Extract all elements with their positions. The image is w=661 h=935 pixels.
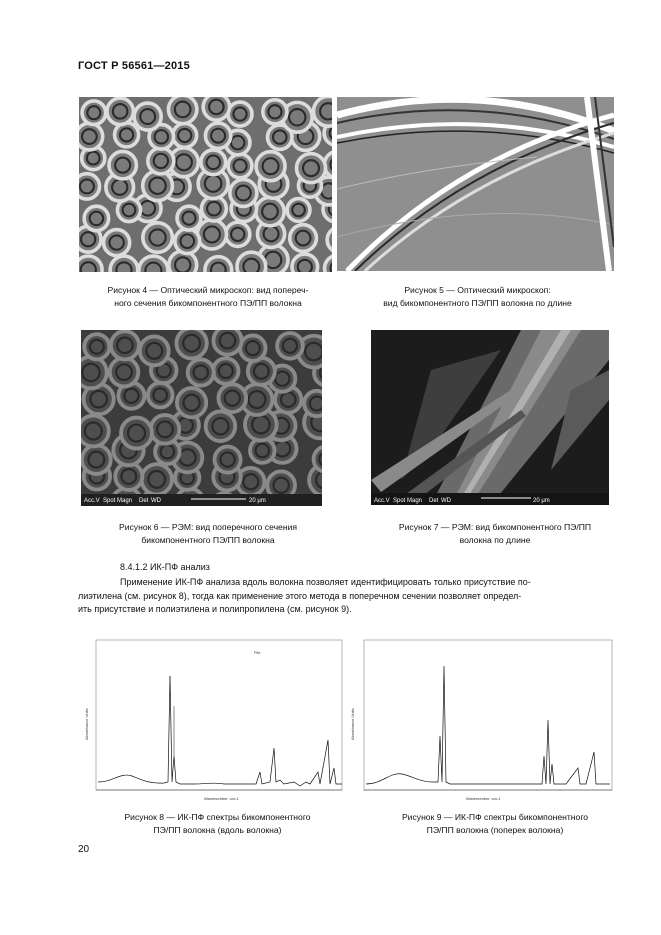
- fiber-cross-section: [213, 358, 238, 383]
- fiber-cross-section: [206, 411, 236, 441]
- figure-9-caption: [380, 811, 610, 837]
- fiber-cross-section: [290, 225, 317, 252]
- figure-8-caption-line2: ПЭ/ПП волокна (вдоль волокна): [153, 825, 282, 835]
- spectrum-line: [366, 666, 610, 784]
- fiber-cross-section: [228, 154, 252, 178]
- fiber-cross-section: [297, 154, 326, 183]
- fiber-cross-section: [139, 256, 168, 272]
- figure-4-caption-line1: Рисунок 4 — Оптический микроскоп: вид попереч-: [107, 285, 309, 295]
- spectrum-line: [98, 676, 342, 786]
- section-paragraph: [78, 576, 588, 617]
- sem-det-label: Det: [429, 498, 439, 504]
- fiber-cross-section: [292, 254, 318, 272]
- figure-6-caption-line1: Рисунок 6 — РЭМ: вид поперечного сечения: [118, 522, 298, 532]
- fiber-cross-section: [188, 359, 214, 385]
- fiber-cross-section: [121, 418, 152, 449]
- figure-9-caption-line1: Рисунок 9 — ИК-ПФ спектры бикомпонентного: [401, 812, 589, 822]
- figure-5-image: [337, 97, 614, 271]
- figure-9-caption-line2: ПЭ/ПП волокна (поперек волокна): [426, 825, 564, 835]
- sem-acc-label: Acc.V: [84, 498, 100, 504]
- figure-4-caption-line2: ного сечения бикомпонентного ПЭ/ПП волокна: [114, 298, 302, 308]
- fiber-cross-section-micrograph: [79, 97, 332, 272]
- spectrum-xlabel: Wavenumber, cm-1: [204, 796, 239, 801]
- fiber-cross-section: [111, 331, 139, 359]
- fiber-cross-section: [287, 199, 310, 222]
- fiber-cross-section: [327, 227, 332, 253]
- sem-cross-section-micrograph: [81, 330, 322, 506]
- fiber-cross-section: [84, 334, 109, 359]
- spectrum-ylabel: Absorbance Units: [350, 708, 355, 740]
- fiber-cross-section: [205, 123, 230, 148]
- fiber-cross-section: [228, 102, 252, 126]
- sem-acc-label: Acc.V: [374, 498, 390, 504]
- spectrum-title: File: [254, 650, 261, 655]
- figure-6-caption: [78, 521, 338, 547]
- sem-det-label: Det: [139, 498, 149, 504]
- document-header: ГОСТ Р 56561—2015: [78, 60, 190, 72]
- fiber-cross-section: [143, 223, 172, 252]
- fiber-cross-section: [230, 179, 257, 206]
- fiber-cross-section: [110, 358, 139, 387]
- fiber-cross-section: [197, 220, 226, 249]
- figure-6-image: [81, 330, 322, 506]
- page-number: 20: [78, 844, 90, 855]
- fiber-cross-section: [237, 252, 266, 272]
- sem-scale-label: 20 μm: [533, 498, 550, 504]
- fiber-cross-section: [277, 333, 303, 359]
- figure-5-caption: [340, 284, 615, 310]
- fiber-cross-section: [240, 335, 266, 361]
- fiber-cross-section: [134, 103, 161, 130]
- figure-5-caption-line2: вид бикомпонентного ПЭ/ПП волокна по длине: [383, 298, 572, 308]
- figure-8-caption-line1: Рисунок 8 — ИК-ПФ спектры бикомпонентного: [124, 812, 311, 822]
- spectrum-ylabel: Absorbance Units: [84, 708, 89, 740]
- fiber-cross-section: [109, 151, 136, 178]
- fiber-cross-section: [107, 98, 133, 124]
- fiber-cross-section: [177, 206, 201, 230]
- figure-7-image: [371, 330, 609, 505]
- figure-5-caption-line1: Рисунок 5 — Оптический микроскоп:: [404, 285, 551, 295]
- fiber-cross-section: [256, 152, 285, 181]
- section-heading: 8.4.1.2 ИК-ПФ анализ: [120, 562, 210, 572]
- fiber-cross-section: [173, 124, 197, 148]
- figure-8-spectrum: [84, 636, 346, 802]
- ftir-spectrum-along: [84, 636, 346, 802]
- fiber-cross-section: [304, 391, 322, 416]
- fiber-cross-section: [140, 336, 169, 365]
- fiber-cross-section: [148, 383, 173, 408]
- fiber-cross-section: [201, 150, 226, 175]
- sem-wd-label: WD: [151, 498, 161, 504]
- fiber-cross-section: [218, 384, 246, 412]
- figure-8-caption: [90, 811, 345, 837]
- fiber-cross-section: [177, 388, 206, 417]
- paragraph-line-2: лиэтилена (см. рисунок 8), тогда как применение этого метода в поперечном сечении позволяет определ-: [78, 590, 522, 601]
- figure-6-caption-line2: бикомпонентного ПЭ/ПП волокна: [141, 535, 275, 545]
- fiber-cross-section: [79, 174, 100, 199]
- fiber-cross-section: [115, 123, 139, 147]
- fiber-cross-section: [313, 97, 332, 126]
- fiber-cross-section: [104, 230, 130, 256]
- sem-longitudinal-micrograph: [371, 330, 609, 505]
- paragraph-line-1: Применение ИК-ПФ анализа вдоль волокна позволяет идентифицировать только присутствие по-: [120, 577, 531, 587]
- spectrum-xlabel: Wavenumber, cm-1: [466, 796, 501, 801]
- figure-4-image: [79, 97, 332, 272]
- fiber-cross-section: [82, 445, 111, 474]
- sem-scale-label: 20 μm: [249, 498, 266, 504]
- sem-spot-label: Spot Magn: [103, 498, 133, 504]
- sem-spot-label: Spot Magn: [393, 498, 423, 504]
- fiber-cross-section: [141, 464, 171, 494]
- figure-9-spectrum: [346, 636, 616, 802]
- fiber-cross-section: [175, 229, 200, 254]
- fiber-cross-section: [226, 222, 250, 246]
- sem-wd-label: WD: [441, 498, 451, 504]
- ftir-spectrum-across: [346, 636, 616, 802]
- figure-7-caption-line1: Рисунок 7 — РЭМ: вид бикомпонентного ПЭ/ПП: [398, 522, 592, 532]
- figure-7-caption-line2: волокна по длине: [459, 535, 531, 545]
- fiber-cross-section: [215, 446, 241, 472]
- fiber-cross-section: [84, 206, 108, 230]
- figure-7-caption: [365, 521, 625, 547]
- fiber-cross-section: [81, 357, 107, 389]
- fiber-cross-section: [314, 446, 322, 471]
- figure-4-caption: [78, 284, 338, 310]
- fiber-cross-section: [256, 197, 284, 225]
- fiber-cross-section: [263, 100, 287, 124]
- fiber-cross-section: [110, 256, 138, 272]
- fiber-cross-section: [82, 101, 106, 125]
- fiber-cross-section: [148, 148, 174, 174]
- fiber-longitudinal-micrograph: [337, 97, 614, 271]
- fiber-cross-section: [205, 257, 232, 272]
- paragraph-line-3: ить присутствие и полиэтилена и полипропилена (см. рисунок 9).: [78, 604, 352, 614]
- fiber-cross-section: [151, 415, 180, 444]
